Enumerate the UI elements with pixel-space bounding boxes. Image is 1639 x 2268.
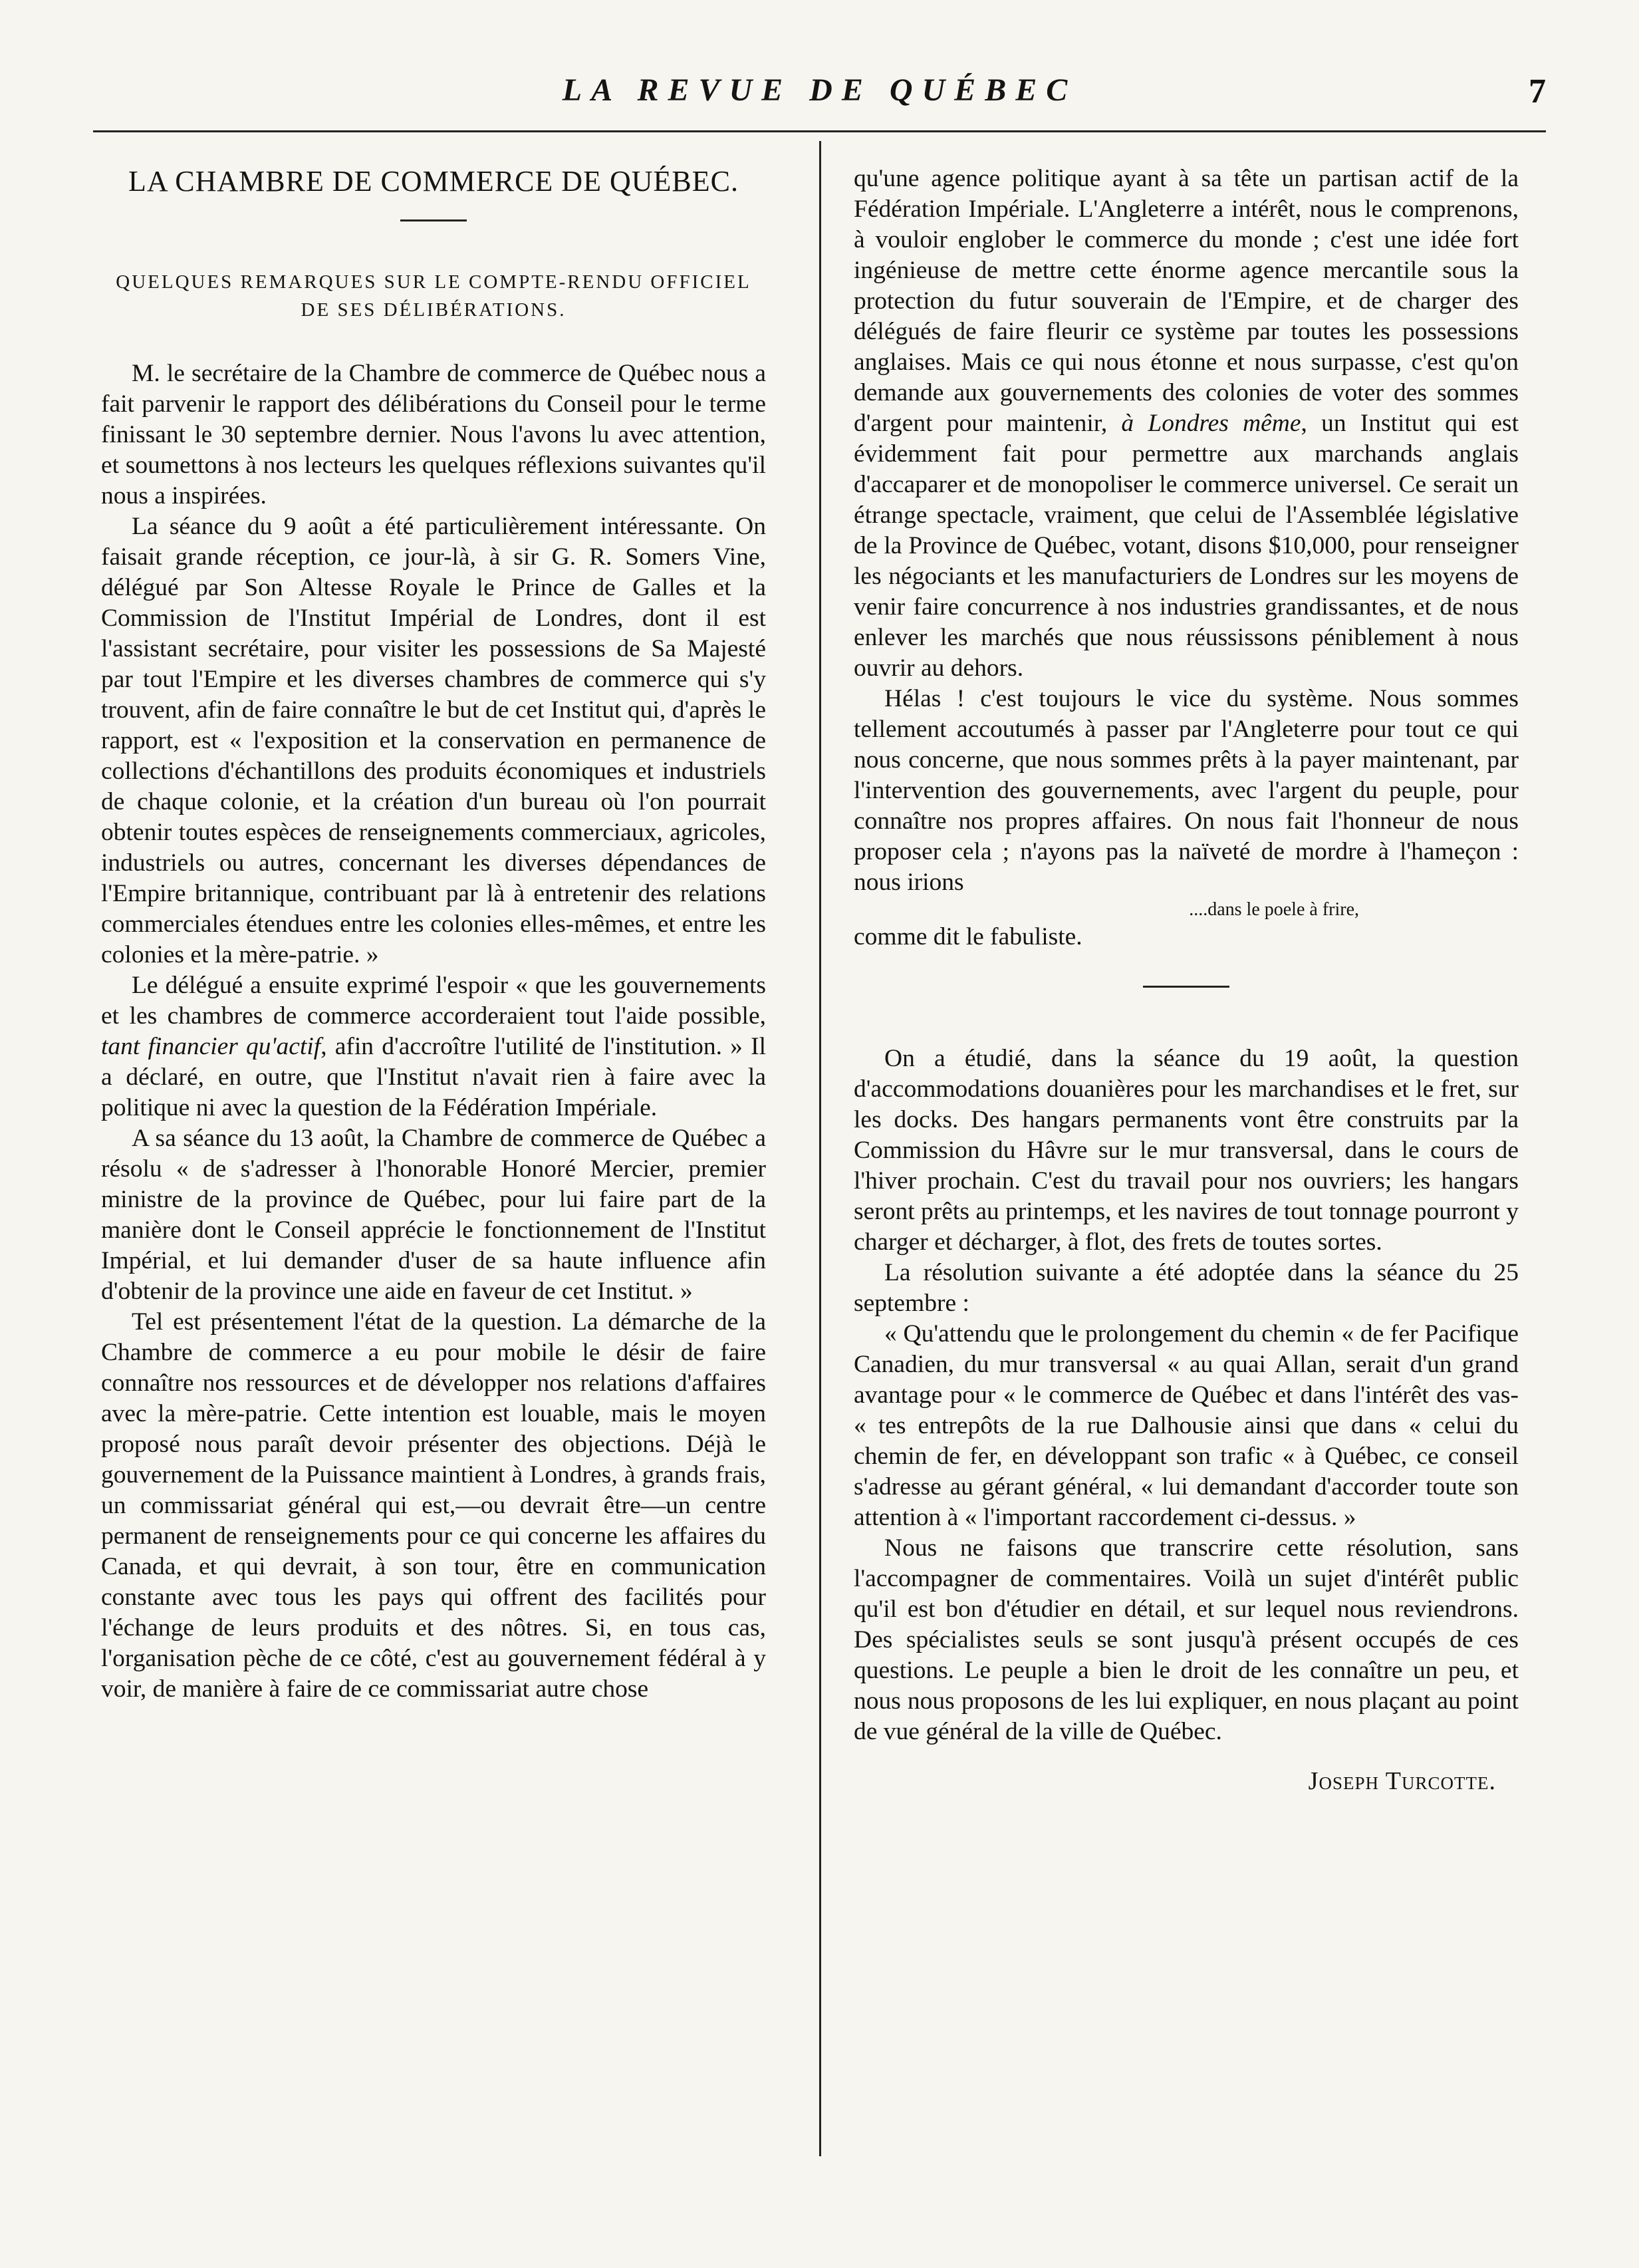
paragraph: A sa séance du 13 août, la Chambre de commerce de Québec a résolu « de s'adresser à l'honorable Honoré Mercier, premier ministre de la province de Québec, pour lui faire part de la manière dont le Conseil apprécie le fonctionnement de l'Institut Impérial, et lui demander d'user de sa haute influence afin d'obtenir de la province une aide en faveur de cet Institut. »: [101, 1125, 766, 1305]
paragraph: Hélas ! c'est toujours le vice du système. Nous sommes tellement accoutumés à passer par l'Angleterre pour tout ce qui nous concerne, que nous sommes prêts à la payer maintenant, par l'intervention des gouvernements, avec l'argent du peuple, pour connaître nos propres affaires. On nous fait l'honneur de nous proposer cela ; n'ayons pas la naïveté de mordre à l'hameçon : nous irions: [854, 685, 1519, 896]
verse-quote: ....dans le poele à frire,: [1189, 899, 1359, 920]
resolution-quote: « Qu'attendu que le prolongement du chemin « de fer Pacifique Canadien, du mur transversal « au quai Allan, serait d'un grand avantage pour « le commerce de Québec et dans l'intérêt des vas- « tes entrepôts de la rue Dalhousie ainsi que dans « celui du chemin de fer, en développant son trafic « à Québec, ce conseil s'adresse au gérant général, « lui demandant d'accorder toute son attention à « l'important raccordement ci-dessus. »: [854, 1320, 1519, 1531]
paragraph-text: , un Institut qui est évidemment fait pour permettre aux marchands anglais d'accaparer et de monopoliser le commerce universel. Ce serait un étrange spectacle, vraiment, que celui de l'Assemblée législative de la Province de Québec, votant, disons $10,000, pour renseigner les négociants et les manufacturiers de Londres sur les moyens de venir faire concurrence à nos industries grandissantes, et de nous enlever les marchés que nous réussissons péniblement à nous ouvrir au dehors.: [854, 410, 1519, 682]
paragraph: La résolution suivante a été adoptée dans la séance du 25 septembre :: [854, 1259, 1519, 1317]
italic-phrase: tant financier qu'actif: [101, 1033, 321, 1060]
paragraph-text: , afin d'accroître l'utilité de l'institution. » Il a déclaré, en outre, que l'Institut n'avait rien à faire avec la politique ni avec la question de la Fédération Impériale.: [101, 1033, 766, 1121]
page-header: [93, 65, 1546, 118]
running-title: LA REVUE DE QUÉBEC: [562, 72, 1077, 108]
paragraph-text: qu'une agence politique ayant à sa tête un partisan actif de la Fédération Impériale. L'Angleterre a intérêt, nous le comprenons, à vouloir englober le commerce du monde ; c'est une idée fort ingénieuse de mettre cette énorme agence mercantile sous la protection du futur souverain de l'Empire, et de charger des délégués de faire fleurir ce système par toutes les possessions anglaises. Mais ce qui nous étonne et nous surpasse, c'est qu'on demande aux gouvernements des colonies de voter des sommes d'argent pour maintenir,: [854, 165, 1519, 437]
paragraph-text: Le délégué a ensuite exprimé l'espoir « que les gouvernements et les chambres de commerce accorderaient tout l'aide possible,: [101, 972, 766, 1030]
right-column: [854, 164, 1519, 1796]
paragraph: Nous ne faisons que transcrire cette résolution, sans l'accompagner de commentaires. Voilà un sujet d'intérêt public qu'il est bon d'étudier en détail, et sur lequel nous reviendrons. Des spécialistes seuls se sont jusqu'à présent occupés de ces questions. Le peuple a bien le droit de les connaître un peu, et nous nous proposons de les lui expliquer, en nous plaçant au point de vue général de la ville de Québec.: [854, 1534, 1519, 1745]
page-number: 7: [1529, 72, 1546, 110]
paragraph: On a étudié, dans la séance du 19 août, la question d'accommodations douanières pour les marchandises et le fret, sur les docks. Des hangars permanents vont être construits par la Commission du Hâvre sur le mur transversal, dans le cours de l'hiver prochain. C'est du travail pour nos ouvriers; les hangars seront prêts au printemps, et les navires de tout tonnage pourront y charger et décharger, à flot, des frets de toutes sortes.: [854, 1045, 1519, 1256]
article-title: LA CHAMBRE DE COMMERCE DE QUÉBEC.: [128, 165, 739, 198]
left-column: [101, 164, 766, 1705]
paragraph: M. le secrétaire de la Chambre de commerce de Québec nous a fait parvenir le rapport des délibérations du Conseil pour le terme finissant le 30 septembre dernier. Nous l'avons lu avec attention, et soumettons à nos lecteurs les quelques réflexions suivantes qu'il nous a inspirées.: [101, 360, 766, 509]
column-divider: [819, 141, 821, 2156]
article-subtitle: QUELQUES REMARQUES SUR LE COMPTE-RENDU OFFICIEL DE SES DÉLIBÉRATIONS.: [116, 271, 751, 321]
header-rule: [93, 130, 1546, 132]
author-signature: Joseph Turcotte.: [1308, 1767, 1496, 1795]
title-rule: [400, 219, 467, 221]
paragraph: [101, 970, 766, 1123]
paragraph: comme dit le fabuliste.: [854, 923, 1082, 950]
paragraph: La séance du 9 août a été particulièrement intéressante. On faisait grande réception, ce jour-là, à sir G. R. Somers Vine, délégué par Son Altesse Royale le Prince de Galles et la Commission de l'Institut Impérial de Londres, dont il est l'assistant secrétaire, pour visiter les possessions de Sa Majesté par tout l'Empire et les diverses chambres de commerce qui s'y trouvent, afin de faire connaître le but de cet Institut qui, d'après le rapport, est « l'exposition et la conservation en permanence de collections d'échantillons des produits économiques et industriels de chaque colonie, et la création d'un bureau où l'on pourrait obtenir toutes espèces de renseignements commerciaux, agricoles, industriels ou autres, concernant les diverses dépendances de l'Empire britannique, contribuant par là à entretenir des relations commerciales étendues entre les colonies elles-mêmes, et entre les colonies et la mère-patrie. »: [101, 513, 766, 968]
italic-phrase: à Londres même: [1121, 410, 1301, 437]
paragraph: Tel est présentement l'état de la question. La démarche de la Chambre de commerce a eu pour mobile le désir de faire connaître nos ressources et de développer nos relations d'affaires avec la mère-patrie. Cette intention est louable, mais le moyen proposé nous paraît devoir présenter des objections. Déjà le gouvernement de la Puissance maintient à Londres, à grands frais, un commissariat général qui est,—ou devrait être—un centre permanent de renseignements pour ce qui concerne les affaires du Canada, et qui devrait, à son tour, être en communication constante avec tous les pays qui offrent des facilités pour l'échange de leurs produits et des nôtres. Si, en tous cas, l'organisation pèche de ce côté, c'est au gouvernement fédéral à y voir, de manière à faire de ce commissariat autre chose: [101, 1308, 766, 1703]
paragraph: [854, 164, 1519, 684]
section-rule: [1143, 986, 1229, 988]
